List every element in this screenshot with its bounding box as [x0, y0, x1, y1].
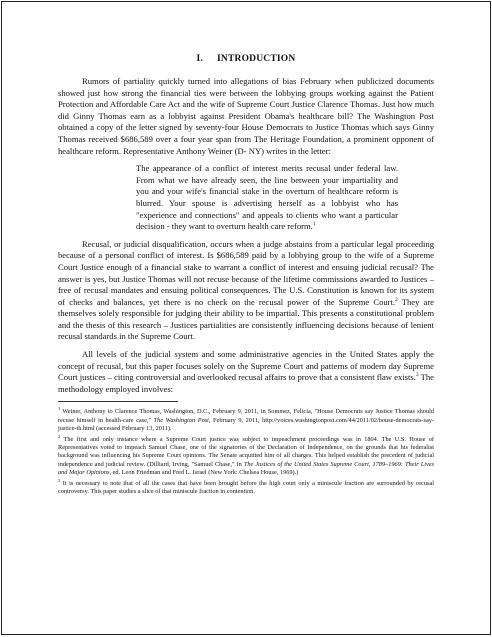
- footnote-2-text-a: The first and only instance where a Supreme Court justice was subject to impeachment proceedings was in 1804. The U.S. House of Representatives voted to impeach Samuel Chase, one of the signatories of the Declaration of Independence, on the grounds that his federalist background was influencing his Supreme Court opinions. The Senate acquitted him of all charges. This helped establish the precedent of judicial independence and judicial review. (Dilliard, Irving, "Samuel Chase," In: [58, 436, 434, 468]
- footnote-1-italic: The Washington Post: [153, 416, 209, 424]
- footnote-3: [58, 477, 434, 496]
- footnote-ref-1[interactable]: 1: [312, 221, 316, 228]
- footnote-1: [58, 408, 434, 433]
- footnote-3-mark: 3: [58, 477, 61, 483]
- footnote-1-text-b: , February 9, 2011, http://voices.washingtonpost.com/44/2011/02/house-democrats-say-justice-th.html (accessed February 13, 2011).: [58, 416, 434, 432]
- paragraph-3: [58, 349, 434, 395]
- block-quote-text: The appearance of a conflict of interest merits recusal under federal law. From what we have already seen, the line between your impartiality and you and your wife's financial stake in the overturn of healthcare reform is blurred. Your spouse is advertising herself as a lobbyist who has "experience and connections" and appeals to clients who want a particular decision - they want to overturn health care reform.: [136, 163, 398, 232]
- footnote-1-mark: 1: [58, 406, 61, 412]
- footnote-2-text-b: , ed. Leon Friedman and Fred L. Israel (New York: Chelsea House, 1969).): [109, 468, 299, 476]
- paragraph-3-part-b: The methodology employed involves:: [58, 372, 434, 394]
- footnote-divider: [58, 401, 178, 402]
- footnote-3-text: It is necessary to note that of all the cases that have been brought before the high court only a miniscule fraction are surrounded by recusal controversy. This paper studies a slice of that miniscule fraction in contention.: [58, 480, 434, 496]
- footnote-1-text-a: Weiner, Anthony to Clarence Thomas, Washington, D.C., February 9, 2011, in Sommez, Felicia, "House Democrats say Justice Thomas should recuse himself in health-care case,": [58, 408, 434, 424]
- paragraph-2: [58, 239, 434, 343]
- section-number: I.: [196, 54, 204, 64]
- document-page: [1, 1, 491, 635]
- footnote-ref-3[interactable]: 3: [415, 372, 419, 379]
- page-content: [58, 54, 434, 499]
- section-title: INTRODUCTION: [217, 54, 296, 64]
- footnote-2-mark: 2: [58, 433, 61, 439]
- paragraph-2-part-b: They are themselves solely responsible for judging their ability to be impartial. This presents a constitutional problem and the thesis of this research – Justices partialities are consistently influencing decisions because of lenient recusal standards in the Supreme Court.: [58, 296, 434, 342]
- paragraph-1: Rumors of partiality quickly turned into allegations of bias February when publicized documents showed just how strong the financial ties were between the lobbying groups working against the Patient Protection and Affordable Care Act and the wife of Supreme Court Justice Clarence Thomas. Just how much did Ginny Thomas earn as a lobbyist against President Obama's healthcare bill? The Washington Post obtained a copy of the letter signed by seventy-four House Democrats to Justice Thomas which says Ginny Thomas received $686,589 over a four year span from The Heritage Foundation, a prominent opponent of healthcare reform. Representative Anthony Weiner (D- NY) writes in the letter:: [58, 76, 434, 156]
- paragraph-3-part-a: All levels of the judicial system and some administrative agencies in the United States apply the concept of recusal, but this paper focuses solely on the Supreme Court and patterns of modern day Supreme Court justices – citing controversial and overlooked recusal affairs to prove that a consistent flaw exists.: [58, 349, 434, 383]
- footnote-ref-2[interactable]: 2: [395, 296, 398, 303]
- footnote-2-italic: The Justices of the United States Supreme Court, 1789–1969: Their Lives and Major Opinions: [58, 460, 434, 476]
- paragraph-2-part-a: Recusal, or judicial disqualification, occurs when a judge abstains from a particular legal proceeding because of a personal conflict of interest. Is $686,589 paid by a lobbying group to the wife of a Supreme Court Justice enough of a financial stake to warrant a conflict of interest and ensuing judicial recusal? The answer is yes, but Justice Thomas will not recuse because of the lifetime commissions awarded to Justices – free of recusal mandates and ensuing political consequences. The U.S. Constitution is known for its system of checks and balances, yet there is no check on the recusal power of the Supreme Court.: [58, 238, 434, 307]
- section-heading: [58, 54, 434, 64]
- block-quote: [136, 163, 398, 233]
- footnote-2: [58, 433, 434, 477]
